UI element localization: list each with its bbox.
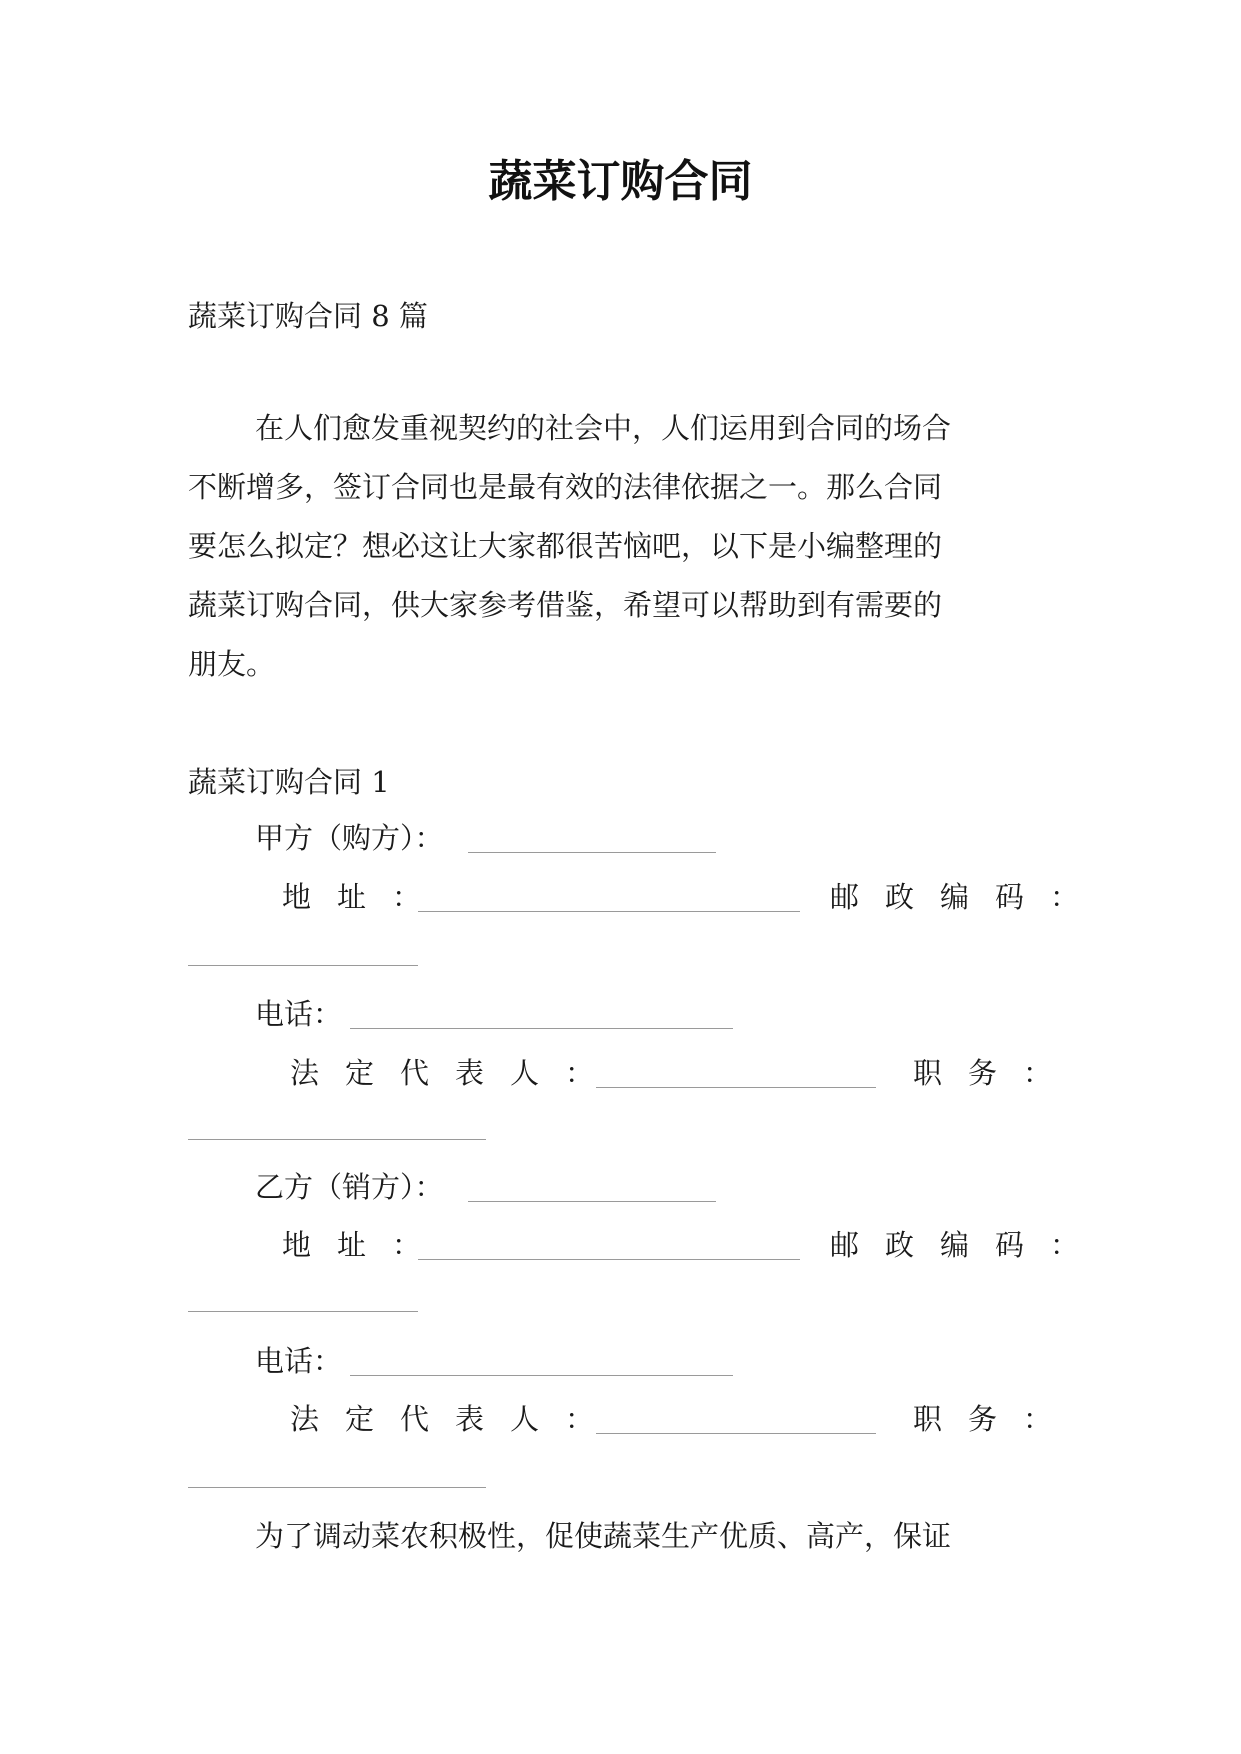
party-a-postcode-label: 邮政编码： <box>830 880 1106 914</box>
party-b-address-label: 地址： <box>282 1228 448 1262</box>
party-b-rep-blank <box>596 1433 876 1434</box>
intro-line: 要怎么拟定？想必这让大家都很苦恼吧，以下是小编整理的 <box>188 529 943 563</box>
document-title: 蔬菜订购合同 <box>488 156 753 207</box>
party-a-position-blank <box>188 1139 486 1140</box>
party-b-address-blank <box>418 1259 800 1260</box>
party-b-postcode-label: 邮政编码： <box>830 1228 1106 1262</box>
intro-line: 在人们愈发重视契约的社会中，人们运用到合同的场合 <box>255 411 952 445</box>
party-b-postcode-blank <box>188 1311 418 1312</box>
party-a-address-label: 地址： <box>282 880 448 914</box>
party-b-position-label: 职务： <box>913 1402 1079 1436</box>
intro-line: 蔬菜订购合同，供大家参考借鉴，希望可以帮助到有需要的 <box>188 588 943 622</box>
party-b-rep-label: 法定代表人： <box>290 1402 621 1436</box>
party-a-label: 甲方（购方）： <box>255 821 444 855</box>
party-a-address-blank <box>418 911 800 912</box>
intro-line: 朋友。 <box>188 647 276 681</box>
party-a-rep-blank <box>596 1087 876 1088</box>
party-a-phone-label: 电话： <box>255 997 343 1031</box>
party-a-position-label: 职务： <box>913 1056 1079 1090</box>
party-b-name-blank <box>468 1201 716 1202</box>
party-b-position-blank <box>188 1487 486 1488</box>
document-subtitle: 蔬菜订购合同 8 篇 <box>188 299 428 333</box>
party-a-rep-label: 法定代表人： <box>290 1056 621 1090</box>
party-a-postcode-blank <box>188 965 418 966</box>
party-b-phone-label: 电话： <box>255 1344 343 1378</box>
party-b-phone-blank <box>350 1375 733 1376</box>
closing-line: 为了调动菜农积极性，促使蔬菜生产优质、高产，保证 <box>255 1519 952 1553</box>
section-heading: 蔬菜订购合同 1 <box>188 765 390 799</box>
party-b-label: 乙方（销方）： <box>255 1170 444 1204</box>
intro-line: 不断增多，签订合同也是最有效的法律依据之一。那么合同 <box>188 470 943 504</box>
party-a-phone-blank <box>350 1028 733 1029</box>
party-a-name-blank <box>468 852 716 853</box>
